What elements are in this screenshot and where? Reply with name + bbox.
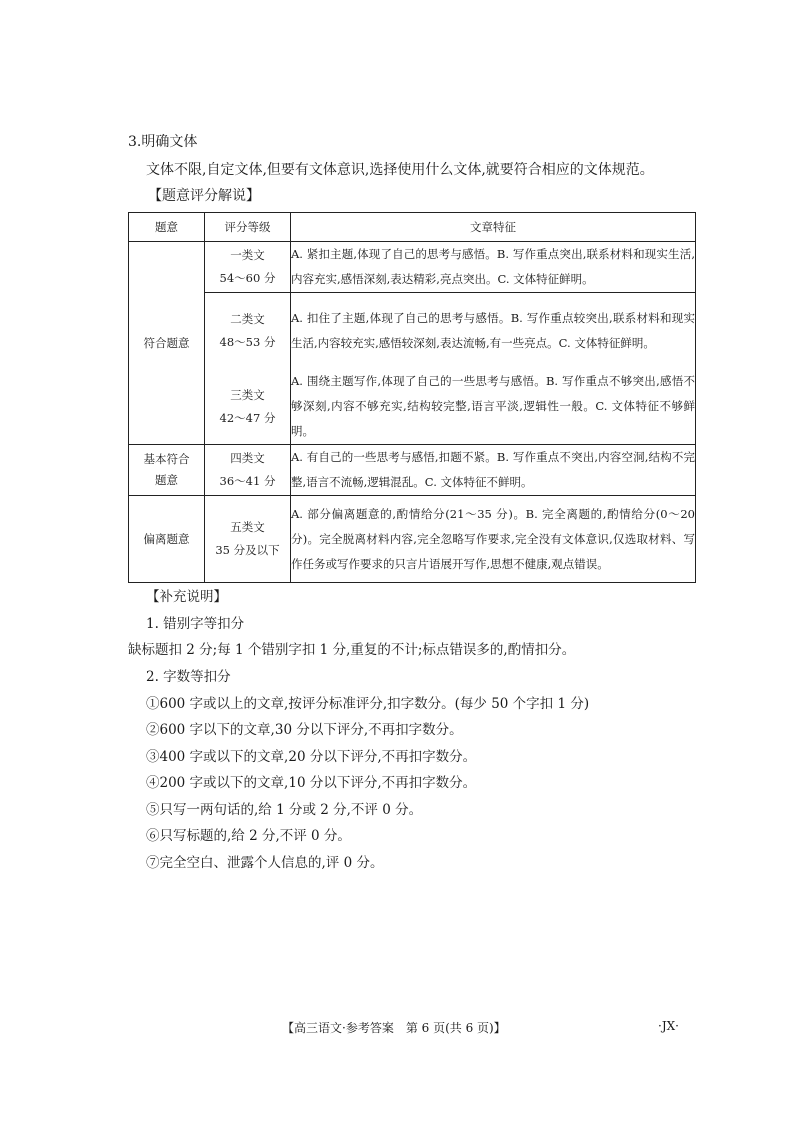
table-row [129, 369, 696, 445]
header-cell: 文章特征 [291, 213, 696, 242]
level-range: 35 分及以下 [215, 543, 280, 557]
level-range: 36～41 分 [219, 474, 276, 488]
table-row [129, 242, 696, 293]
description-cell: A. 紧扣主题,体现了自己的思考与感悟。B. 写作重点突出,联系材料和现实生活,内容充实,感悟深刻,表达精彩,亮点突出。C. 文体特征鲜明。 [291, 242, 696, 293]
level-cell [205, 242, 291, 293]
section-intro: 文体不限,自定文体,但要有文体意识,选择使用什么文体,就要符合相应的文体规范。 [146, 162, 654, 178]
description-cell: A. 围绕主题写作,体现了自己的一些思考与感悟。B. 写作重点不够突出,感悟不够深刻,内容不够充实,结构较完整,语言平淡,逻辑性一般。C. 文体特征不够鲜明。 [291, 369, 696, 445]
table-row [129, 496, 696, 583]
description-cell: A. 有自己的一些思考与感悟,扣题不紧。B. 写作重点不突出,内容空洞,结构不完整,语言不流畅,逻辑混乱。C. 文体特征不鲜明。 [291, 445, 696, 496]
level-cell [205, 445, 291, 496]
footer-code: ·JX· [658, 1019, 679, 1033]
table-row [129, 445, 696, 496]
level-range: 48～53 分 [219, 335, 276, 349]
description-cell: A. 部分偏离题意的,酌情给分(21～35 分)。B. 完全离题的,酌情给分(0～20 分)。完全脱离材料内容,完全忽略写作要求,完全没有文体意识,仅选取材料、写作任务或写作要求的只言片语展开写作,思想不健康,观点错误。 [291, 496, 696, 583]
level-name: 三类文 [230, 387, 265, 402]
supplement-line: 1. 错别字等扣分 [146, 616, 245, 632]
supplement-line: ②600 字以下的文章,30 分以下评分,不再扣字数分。 [146, 722, 463, 738]
footer-page-info: 【高三语文·参考答案 第 6 页(共 6 页)】 [282, 1021, 506, 1035]
category-cell: 符合题意 [129, 242, 205, 445]
table-header-row [129, 213, 696, 242]
category-cell: 基本符合题意 [129, 445, 205, 496]
level-name: 五类文 [230, 520, 265, 534]
supplement-line: ④200 字或以下的文章,10 分以下评分,不再扣字数分。 [146, 775, 477, 791]
level-name: 四类文 [230, 451, 265, 465]
description-cell: A. 扣住了主题,体现了自己的思考与感悟。B. 写作重点较突出,联系材料和现实生活,内容较充实,感悟较深刻,表达流畅,有一些亮点。C. 文体特征鲜明。 [291, 293, 696, 370]
supplement-line: 缺标题扣 2 分;每 1 个错别字扣 1 分,重复的不计;标点错误多的,酌情扣分。 [128, 642, 576, 658]
supplement-line: ⑥只写标题的,给 2 分,不评 0 分。 [146, 828, 351, 844]
supplement-heading: 【补充说明】 [146, 589, 227, 605]
level-cell [205, 496, 291, 583]
level-cell [205, 293, 291, 370]
header-cell: 题意 [129, 213, 205, 242]
supplement-line: ①600 字或以上的文章,按评分标准评分,扣字数分。(每少 50 个字扣 1 分) [146, 696, 590, 712]
category-cell: 偏离题意 [129, 496, 205, 583]
level-cell [205, 369, 291, 445]
section-title: 3.明确文体 [128, 134, 198, 150]
level-range: 54～60 分 [219, 271, 276, 285]
level-range: 42～47 分 [219, 410, 276, 425]
grading-table [128, 212, 696, 583]
header-cell: 评分等级 [205, 213, 291, 242]
supplement-line: ⑤只写一两句话的,给 1 分或 2 分,不评 0 分。 [146, 802, 423, 818]
supplement-line: ⑦完全空白、泄露个人信息的,评 0 分。 [146, 855, 384, 871]
level-name: 一类文 [230, 248, 265, 262]
table-row [129, 293, 696, 370]
level-name: 二类文 [230, 312, 265, 326]
supplement-line: ③400 字或以下的文章,20 分以下评分,不再扣字数分。 [146, 749, 477, 765]
table-heading: 【题意评分解说】 [148, 188, 260, 204]
supplement-line: 2. 字数等扣分 [146, 669, 231, 685]
